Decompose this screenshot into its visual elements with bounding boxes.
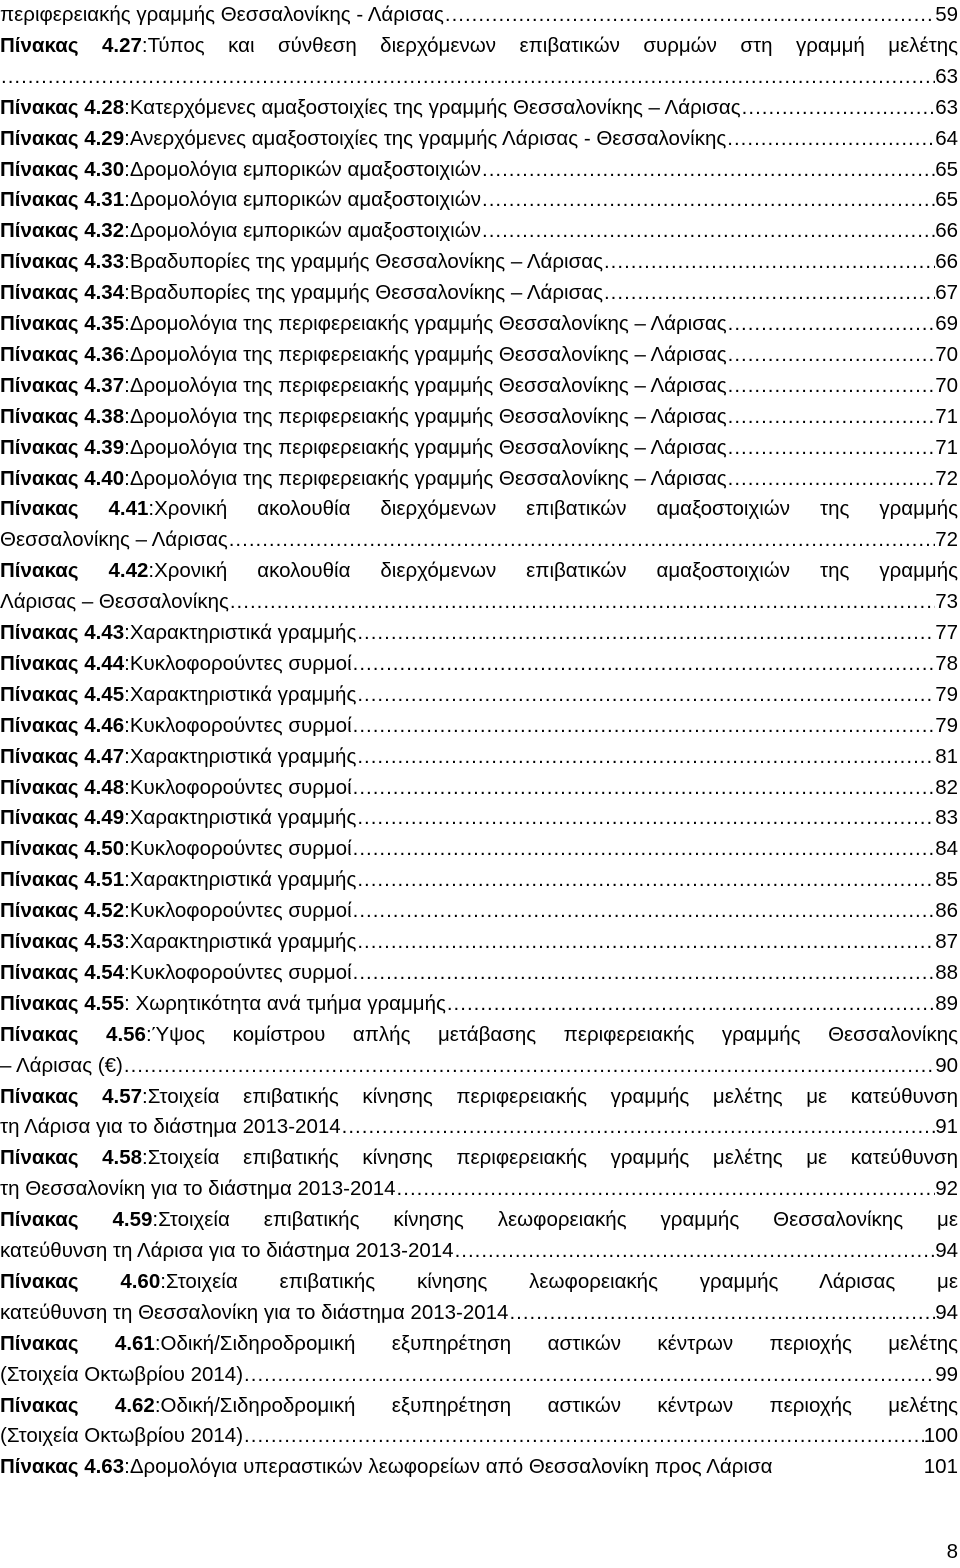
dot-leader xyxy=(123,1051,935,1082)
toc-entry[interactable] xyxy=(0,1452,958,1483)
dot-leader xyxy=(229,587,935,618)
toc-entry-label: Πίνακας 4.43 xyxy=(0,621,125,644)
toc-entry-text xyxy=(0,927,356,958)
toc-entry[interactable] xyxy=(0,62,958,93)
toc-page-number: 81 xyxy=(935,744,958,768)
toc-entry-text xyxy=(0,711,352,742)
dot-leader xyxy=(727,340,936,371)
toc-entry-text xyxy=(0,433,727,464)
toc-entry[interactable] xyxy=(0,1267,958,1298)
toc-page-number: 100 xyxy=(923,1424,958,1448)
toc-entry-text xyxy=(0,1329,958,1360)
toc-entry-text xyxy=(0,124,726,155)
toc-entry[interactable] xyxy=(0,556,958,587)
toc-entry-label: Πίνακας 4.49 xyxy=(0,806,125,830)
dot-leader xyxy=(481,155,935,186)
toc-entry[interactable] xyxy=(0,587,958,618)
toc-entry[interactable] xyxy=(0,1236,958,1267)
toc-entry-title: – Λάρισας (€) xyxy=(0,1053,123,1077)
toc-entry[interactable] xyxy=(0,649,958,680)
toc-entry-text xyxy=(0,464,727,495)
toc-page-number: 91 xyxy=(935,1115,958,1139)
toc-entry-title: :Ανερχόμενες αμαξοστοιχίες της γραμμής Λάρισας - Θεσσαλονίκης xyxy=(124,126,727,150)
toc-entry-title: :Δρομολόγια υπεραστικών λεωφορείων από Θεσσαλονίκη προς Λάρισα xyxy=(124,1455,773,1479)
toc-entry-text xyxy=(0,525,228,556)
page-number: 8 xyxy=(946,1540,958,1563)
toc-entry-title: :Χαρακτηριστικά γραμμής xyxy=(124,930,357,953)
dot-leader xyxy=(356,865,935,896)
toc-page-number: 72 xyxy=(935,466,958,490)
toc-entry[interactable] xyxy=(0,865,958,896)
toc-page-number: 72 xyxy=(935,528,958,552)
toc-entry-text xyxy=(0,773,352,804)
toc-entry-label: Πίνακας 4.59 xyxy=(0,1208,153,1232)
toc-page-number: 79 xyxy=(935,682,958,706)
toc-entry[interactable] xyxy=(0,896,958,927)
toc-entry-text xyxy=(0,1174,396,1205)
toc-page-number: 90 xyxy=(935,1053,958,1077)
toc-entry-text xyxy=(0,649,352,680)
toc-entry-label: Πίνακας 4.37 xyxy=(0,373,125,397)
dot-leader xyxy=(356,927,935,958)
toc-entry-text xyxy=(0,1267,958,1298)
toc-entry-text xyxy=(0,989,446,1020)
toc-entry-text xyxy=(0,278,603,309)
toc-entry[interactable] xyxy=(0,711,958,742)
toc-entry[interactable] xyxy=(0,1082,958,1113)
dot-leader xyxy=(446,989,935,1020)
toc-page-number: 70 xyxy=(935,373,958,397)
dot-leader xyxy=(352,896,936,927)
toc-entry[interactable] xyxy=(0,1020,958,1051)
toc-entry[interactable] xyxy=(0,93,958,124)
toc-entry[interactable] xyxy=(0,618,958,649)
dot-leader xyxy=(352,834,936,865)
toc-entry-label: Πίνακας 4.53 xyxy=(0,930,125,953)
toc-entry[interactable] xyxy=(0,1360,958,1391)
toc-entry-title: :Δρομολόγια της περιφερειακής γραμμής Θεσσαλονίκης – Λάρισας xyxy=(124,466,727,490)
dot-leader xyxy=(454,1236,936,1267)
toc-entry-title: :Χαρακτηριστικά γραμμής xyxy=(124,868,357,892)
toc-page-number: 89 xyxy=(935,991,958,1015)
toc-entry-text xyxy=(0,680,356,711)
toc-entry-label: Πίνακας 4.39 xyxy=(0,435,125,459)
toc-page-number: 67 xyxy=(935,281,958,305)
toc-entry-title: :Βραδυπορίες της γραμμής Θεσσαλονίκης – Λάρισας xyxy=(124,281,603,305)
toc-entry-label: Πίνακας 4.38 xyxy=(0,404,125,428)
dot-leader xyxy=(603,247,935,278)
toc-entry[interactable] xyxy=(0,31,958,62)
toc-entry-title: :Δρομολόγια εμπορικών αμαξοστοιχιών xyxy=(124,157,481,181)
dot-leader xyxy=(341,1112,936,1143)
toc-page-number: 99 xyxy=(935,1362,958,1386)
toc-entry[interactable] xyxy=(0,402,958,433)
toc-entry[interactable] xyxy=(0,927,958,958)
toc-entry-text xyxy=(0,1205,958,1236)
toc-entry-label: Πίνακας 4.47 xyxy=(0,744,125,768)
toc-entry-title: :Κυκλοφορούντες συρμοί xyxy=(124,775,352,799)
toc-entry-label: Πίνακας 4.28 xyxy=(0,95,125,119)
toc-entry-title: :Δρομολόγια της περιφερειακής γραμμής Θεσσαλονίκης – Λάρισας xyxy=(124,435,727,459)
toc-page-number: 85 xyxy=(935,868,958,892)
toc-entry-label: Πίνακας 4.50 xyxy=(0,837,125,861)
toc-entry-title: :Στοιχεία επιβατικής κίνησης περιφερειακής γραμμής μελέτης με κατεύθυνση xyxy=(142,1146,958,1170)
toc-entry-label: Πίνακας 4.55 xyxy=(0,991,125,1015)
dot-leader xyxy=(508,1298,935,1329)
toc-entry[interactable] xyxy=(0,803,958,834)
dot-leader xyxy=(741,93,936,124)
toc-page-number: 88 xyxy=(935,960,958,984)
toc-entry[interactable] xyxy=(0,464,958,495)
toc-page-number: 94 xyxy=(935,1239,958,1262)
toc-entry-label: Πίνακας 4.29 xyxy=(0,126,125,150)
toc-entry-text xyxy=(0,865,356,896)
toc-entry-title: :Δρομολόγια της περιφερειακής γραμμής Θεσσαλονίκης – Λάρισας xyxy=(124,404,727,428)
dot-leader xyxy=(356,618,935,649)
dot-leader xyxy=(603,278,935,309)
toc-entry-title: :Χρονική ακολουθία διερχόμενων επιβατικών αμαξοστοιχιών της γραμμής xyxy=(148,497,958,521)
toc-entry-title: :Δρομολόγια της περιφερειακής γραμμής Θεσσαλονίκης – Λάρισας xyxy=(124,312,727,335)
toc-page-number: 70 xyxy=(935,342,958,366)
toc-entry-text xyxy=(0,1298,508,1329)
toc-entry-title: κατεύθυνση τη Θεσσαλονίκη για το διάστημα 2013-2014 xyxy=(0,1300,509,1324)
toc-page-number: 87 xyxy=(935,930,958,953)
toc-entry-label: Πίνακας 4.61 xyxy=(0,1331,155,1355)
toc-entry-text xyxy=(0,1236,454,1267)
toc-entry-title: :Χαρακτηριστικά γραμμής xyxy=(124,621,357,644)
toc-entry-label: Πίνακας 4.63 xyxy=(0,1455,125,1479)
toc-entry-text xyxy=(0,1112,341,1143)
toc-page-number: 66 xyxy=(935,219,958,243)
toc-entry-text xyxy=(0,371,727,402)
toc-page-number: 83 xyxy=(935,806,958,830)
dot-leader xyxy=(0,62,935,93)
toc-entry[interactable] xyxy=(0,1174,958,1205)
dot-leader xyxy=(243,1360,935,1391)
toc-entry[interactable] xyxy=(0,278,958,309)
toc-entry-title: : Χωρητικότητα ανά τμήμα γραμμής xyxy=(124,991,446,1015)
toc-entry-text xyxy=(0,1360,243,1391)
toc-entry[interactable] xyxy=(0,1112,958,1143)
dot-leader xyxy=(352,649,936,680)
toc-entry-title: Θεσσαλονίκης – Λάρισας xyxy=(0,528,228,552)
toc-entry-label: Πίνακας 4.41 xyxy=(0,497,149,521)
toc-page-number: 71 xyxy=(935,435,958,459)
dot-leader xyxy=(727,402,936,433)
toc-entry-label: Πίνακας 4.60 xyxy=(0,1269,161,1293)
dot-leader xyxy=(228,525,935,556)
dot-leader xyxy=(352,958,936,989)
toc-entry[interactable] xyxy=(0,1329,958,1360)
toc-entry-text xyxy=(0,587,229,618)
dot-leader xyxy=(356,803,935,834)
toc-entry-label: Πίνακας 4.34 xyxy=(0,281,125,305)
toc-entry-text xyxy=(0,340,727,371)
toc-entry-label: Πίνακας 4.33 xyxy=(0,250,125,274)
toc-entry-text xyxy=(0,1051,123,1082)
dot-leader xyxy=(727,433,936,464)
toc-entry-title: περιφερειακής γραμμής Θεσσαλονίκης - Λάρισας xyxy=(0,3,444,26)
toc-entry-title: :Χαρακτηριστικά γραμμής xyxy=(124,744,357,768)
toc-entry[interactable] xyxy=(0,1051,958,1082)
toc-entry-label: Πίνακας 4.62 xyxy=(0,1393,155,1417)
toc-entry-title: τη Λάρισα για το διάστημα 2013-2014 xyxy=(0,1115,341,1139)
toc-page-number: 82 xyxy=(935,775,958,799)
toc-entry-label: Πίνακας 4.35 xyxy=(0,312,125,335)
toc-entry-text xyxy=(0,185,481,216)
toc-entry-title: :Δρομολόγια εμπορικών αμαξοστοιχιών xyxy=(124,188,481,212)
toc-entry-label: Πίνακας 4.30 xyxy=(0,157,125,181)
toc-entry-label: Πίνακας 4.45 xyxy=(0,682,125,706)
dot-leader xyxy=(727,464,936,495)
toc-entry-label: Πίνακας 4.40 xyxy=(0,466,125,490)
toc-page-number: 78 xyxy=(935,651,958,675)
toc-entry-text xyxy=(0,1082,958,1113)
toc-entry[interactable] xyxy=(0,525,958,556)
toc-entry-title: :Στοιχεία επιβατικής κίνησης περιφερειακής γραμμής μελέτης με κατεύθυνση xyxy=(142,1084,958,1108)
toc-entry[interactable] xyxy=(0,1143,958,1174)
toc-entry-title: :Στοιχεία επιβατικής κίνησης λεωφορειακής γραμμής Λάρισας με xyxy=(160,1269,958,1293)
toc-entry-text xyxy=(0,834,352,865)
toc-entry-text xyxy=(0,803,356,834)
toc-page-number: 69 xyxy=(935,312,958,335)
toc-page-number: 73 xyxy=(935,590,958,614)
toc-entry[interactable] xyxy=(0,742,958,773)
toc-entry-text xyxy=(0,958,352,989)
toc-entry[interactable] xyxy=(0,433,958,464)
toc-page-number: 77 xyxy=(935,621,958,644)
toc-entry-title: :Δρομολόγια της περιφερειακής γραμμής Θεσσαλονίκης – Λάρισας xyxy=(124,373,727,397)
toc-entry-label: Πίνακας 4.31 xyxy=(0,188,125,212)
dot-leader xyxy=(727,371,936,402)
toc-entry-text xyxy=(0,1020,958,1051)
toc-entry-title: :Χαρακτηριστικά γραμμής xyxy=(124,806,357,830)
toc-page-number: 66 xyxy=(935,250,958,274)
toc-entry[interactable] xyxy=(0,185,958,216)
toc-entry-label: Πίνακας 4.44 xyxy=(0,651,125,675)
dot-leader xyxy=(727,309,936,340)
toc-entry[interactable] xyxy=(0,216,958,247)
toc-entry-title: :Δρομολόγια εμπορικών αμαξοστοιχιών xyxy=(124,219,481,243)
toc-entry-label: Πίνακας 4.54 xyxy=(0,960,125,984)
toc-entry-title: :Οδική/Σιδηροδρομική εξυπηρέτηση αστικών κέντρων περιοχής μελέτης xyxy=(154,1393,958,1417)
toc-entry-title: τη Θεσσαλονίκη για το διάστημα 2013-2014 xyxy=(0,1177,396,1201)
toc-entry-text xyxy=(0,618,356,649)
toc-page-number: 64 xyxy=(935,126,958,150)
toc-entry-text xyxy=(0,0,444,31)
toc-entry[interactable] xyxy=(0,371,958,402)
dot-leader xyxy=(444,0,935,31)
dot-leader xyxy=(481,216,935,247)
toc-entry-text xyxy=(0,556,958,587)
toc-page-number: 101 xyxy=(923,1455,958,1479)
toc-entry-title: :Κυκλοφορούντες συρμοί xyxy=(124,899,352,923)
dot-leader xyxy=(356,680,935,711)
toc-entry-text xyxy=(0,402,727,433)
toc-entry[interactable] xyxy=(0,340,958,371)
toc-page-number: 71 xyxy=(935,404,958,428)
toc-entry-text xyxy=(0,247,603,278)
toc-entry-title: :Οδική/Σιδηροδρομική εξυπηρέτηση αστικών κέντρων περιοχής μελέτης xyxy=(154,1331,958,1355)
toc-entry-text xyxy=(0,1421,243,1452)
toc-entry[interactable] xyxy=(0,1298,958,1329)
toc-page-number: 65 xyxy=(935,188,958,212)
toc-entry-text xyxy=(0,93,741,124)
toc-entry[interactable] xyxy=(0,834,958,865)
toc-entry-title: :Χαρακτηριστικά γραμμής xyxy=(124,682,357,706)
toc-entry-text xyxy=(0,31,958,62)
toc-page-number: 65 xyxy=(935,157,958,181)
toc-entry-text xyxy=(0,1391,958,1422)
toc-page-number: 94 xyxy=(935,1300,958,1324)
toc-entry-label: Πίνακας 4.27 xyxy=(0,33,142,57)
toc-entry[interactable] xyxy=(0,155,958,186)
toc-entry-text xyxy=(0,896,352,927)
toc-entry-label: Πίνακας 4.48 xyxy=(0,775,125,799)
toc-entry-label: Πίνακας 4.58 xyxy=(0,1146,143,1170)
toc-entry[interactable] xyxy=(0,773,958,804)
dot-leader xyxy=(481,185,935,216)
toc-entry-title: (Στοιχεία Οκτωβρίου 2014) xyxy=(0,1424,244,1448)
toc-entry-title: :Στοιχεία επιβατικής κίνησης λεωφορειακής γραμμής Θεσσαλονίκης με xyxy=(152,1208,958,1232)
toc-entry-title: κατεύθυνση τη Λάρισα για το διάστημα 2013-2014 xyxy=(0,1239,454,1262)
toc-entry[interactable] xyxy=(0,494,958,525)
toc-entry-label: Πίνακας 4.56 xyxy=(0,1022,146,1046)
toc-entry-title: (Στοιχεία Οκτωβρίου 2014) xyxy=(0,1362,244,1386)
toc-entry-title: :Κυκλοφορούντες συρμοί xyxy=(124,960,352,984)
toc-entry[interactable] xyxy=(0,247,958,278)
toc-entry-title: :Ύψος κομίστρου απλής μετάβασης περιφερειακής γραμμής Θεσσαλονίκης xyxy=(145,1022,958,1046)
toc-page-number: 84 xyxy=(935,837,958,861)
dot-leader xyxy=(243,1421,924,1452)
toc-entry[interactable] xyxy=(0,309,958,340)
toc-entry-label: Πίνακας 4.36 xyxy=(0,342,125,366)
toc-page-number: 92 xyxy=(935,1177,958,1201)
toc-entry-text xyxy=(0,494,958,525)
toc-entry[interactable] xyxy=(0,958,958,989)
toc-entry[interactable] xyxy=(0,1391,958,1422)
toc-entry-title: :Δρομολόγια της περιφερειακής γραμμής Θεσσαλονίκης – Λάρισας xyxy=(124,342,727,366)
toc-entry-title: :Βραδυπορίες της γραμμής Θεσσαλονίκης – Λάρισας xyxy=(124,250,603,274)
toc-entry[interactable] xyxy=(0,1205,958,1236)
toc-entry[interactable] xyxy=(0,0,958,31)
toc-entry-label: Πίνακας 4.46 xyxy=(0,713,125,737)
toc-entry-title: :Κυκλοφορούντες συρμοί xyxy=(124,837,352,861)
toc-entry-title: :Κατερχόμενες αμαξοστοιχίες της γραμμής Θεσσαλονίκης – Λάρισας xyxy=(124,95,741,119)
toc-entry-title: :Τύπος και σύνθεση διερχόμενων επιβατικών συρμών στη γραμμή μελέτης xyxy=(141,33,958,57)
toc-entry-title: :Κυκλοφορούντες συρμοί xyxy=(124,713,352,737)
dot-leader xyxy=(352,711,936,742)
toc-entry[interactable] xyxy=(0,124,958,155)
toc-entry-label: Πίνακας 4.42 xyxy=(0,559,149,583)
dot-leader xyxy=(356,742,935,773)
toc-page-number: 63 xyxy=(935,64,958,88)
toc-entry-title: :Χρονική ακολουθία διερχόμενων επιβατικών αμαξοστοιχιών της γραμμής xyxy=(148,559,958,583)
toc-entry-text xyxy=(0,216,481,247)
toc-entry-label: Πίνακας 4.57 xyxy=(0,1084,143,1108)
toc-entry[interactable] xyxy=(0,1421,958,1452)
toc-entry[interactable] xyxy=(0,989,958,1020)
toc-page-number: 86 xyxy=(935,899,958,923)
toc-entry-label: Πίνακας 4.51 xyxy=(0,868,125,892)
toc-entry-title: Λάρισας – Θεσσαλονίκης xyxy=(0,590,229,614)
toc-entry-label: Πίνακας 4.32 xyxy=(0,219,125,243)
toc-entry-text xyxy=(0,309,727,340)
toc-entry-text xyxy=(0,1452,773,1483)
toc-page-number: 59 xyxy=(935,3,958,26)
toc-entry-text xyxy=(0,155,481,186)
toc-entry-text xyxy=(0,742,356,773)
dot-leader xyxy=(396,1174,936,1205)
toc-page-number: 63 xyxy=(935,95,958,119)
dot-leader xyxy=(352,773,936,804)
toc-page-number: 79 xyxy=(935,713,958,737)
toc-entry-title: :Κυκλοφορούντες συρμοί xyxy=(124,651,352,675)
toc-entry[interactable] xyxy=(0,680,958,711)
dot-leader xyxy=(726,124,935,155)
toc-entry-text xyxy=(0,1143,958,1174)
toc-entry-label: Πίνακας 4.52 xyxy=(0,899,125,923)
